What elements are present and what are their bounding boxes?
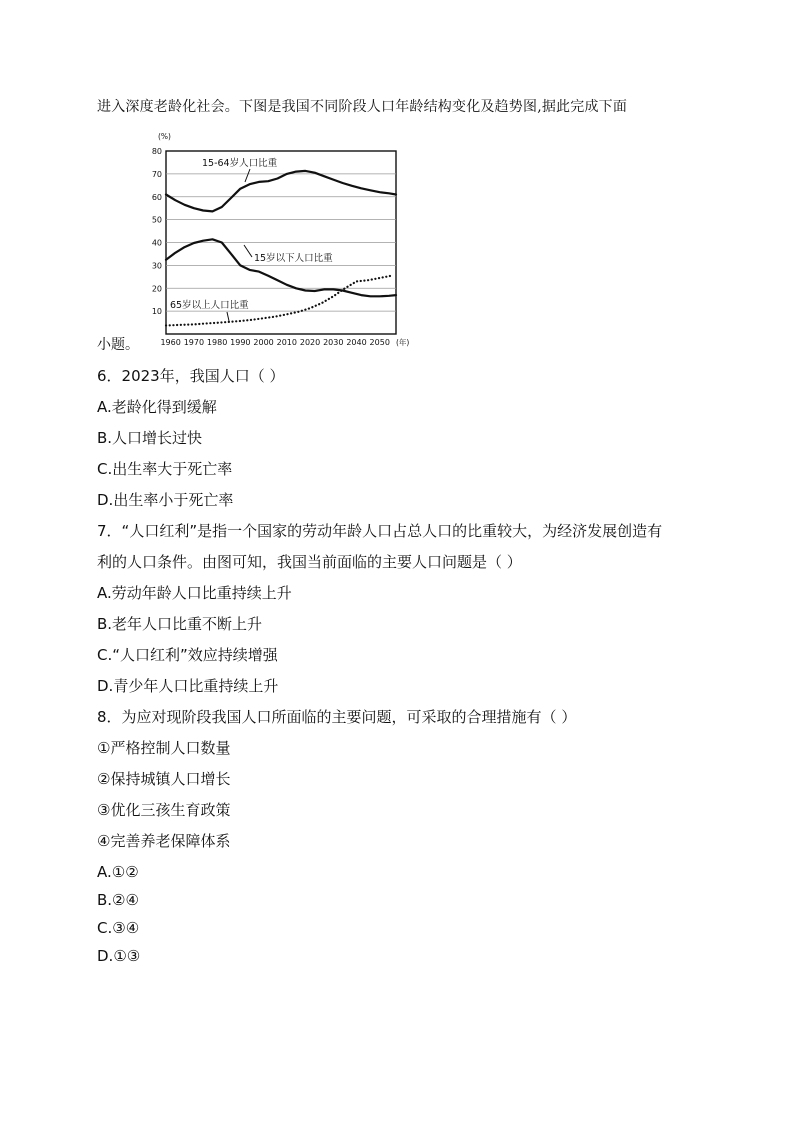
x-tick-2040: 2040 (346, 338, 367, 347)
population-chart (140, 128, 420, 352)
question-8-option-c[interactable]: C.③④ (97, 919, 140, 937)
x-tick-2000: 2000 (253, 338, 274, 347)
y-tick-80: 80 (151, 147, 162, 156)
question-8-option-d[interactable]: D.①③ (97, 947, 141, 965)
question-8-statement-2: ②保持城镇人口增长 (97, 770, 231, 788)
question-8-statement-4: ④完善养老保障体系 (97, 832, 231, 850)
y-tick-40: 40 (151, 238, 162, 248)
question-7-option-a[interactable]: A.劳动年龄人口比重持续上升 (97, 584, 292, 602)
x-tick-2010: 2010 (276, 338, 297, 347)
question-6-option-b[interactable]: B.人口增长过快 (97, 429, 203, 447)
y-tick-60: 60 (151, 192, 162, 202)
question-7-option-c[interactable]: C.“人口红利”效应持续增强 (97, 646, 278, 664)
label-over-65: 65岁以上人口比重 (170, 300, 249, 311)
intro-text: 进入深度老龄化社会。下图是我国不同阶段人口年龄结构变化及趋势图,据此完成下面 (97, 99, 628, 115)
y-tick-50: 50 (151, 215, 162, 225)
x-tick-2030: 2030 (323, 338, 344, 347)
question-8-option-a[interactable]: A.①② (97, 863, 139, 881)
label-under-15: 15岁以下人口比重 (254, 253, 333, 264)
x-tick-2020: 2020 (299, 338, 321, 347)
x-tick-1960: 1960 (160, 338, 181, 347)
x-axis-unit: (年) (396, 338, 410, 347)
question-7-stem-line1: 7．“人口红利”是指一个国家的劳动年龄人口占总人口的比重较大，为经济发展创造有 (97, 522, 663, 540)
y-tick-30: 30 (151, 261, 162, 271)
y-tick-10: 10 (151, 307, 162, 317)
question-8-stem: 8．为应对现阶段我国人口所面临的主要问题，可采取的合理措施有（ ） (97, 708, 577, 726)
intro-text-tail: 小题。 (97, 337, 139, 353)
question-6-option-c[interactable]: C.出生率大于死亡率 (97, 460, 233, 478)
y-axis-unit: (%) (158, 132, 171, 141)
question-7-option-d[interactable]: D.青少年人口比重持续上升 (97, 677, 279, 695)
question-6-option-d[interactable]: D.出生率小于死亡率 (97, 491, 234, 509)
y-tick-70: 70 (151, 169, 162, 179)
question-7-stem-line2: 利的人口条件。由图可知，我国当前面临的主要人口问题是（ ） (97, 553, 522, 571)
question-8-option-b[interactable]: B.②④ (97, 891, 139, 909)
question-6-option-a[interactable]: A.老龄化得到缓解 (97, 398, 217, 416)
y-tick-20: 20 (151, 284, 162, 294)
question-8-statement-3: ③优化三孩生育政策 (97, 801, 231, 819)
label-working-age: 15-64岁人口比重 (202, 158, 278, 169)
question-6-stem: 6．2023年，我国人口（ ） (97, 367, 285, 385)
x-tick-1970: 1970 (183, 338, 205, 347)
x-tick-2050: 2050 (369, 338, 390, 347)
x-tick-1980: 1980 (206, 338, 228, 347)
question-7-option-b[interactable]: B.老年人口比重不断上升 (97, 615, 263, 633)
x-tick-1990: 1990 (230, 338, 251, 347)
question-8-statement-1: ①严格控制人口数量 (97, 739, 231, 757)
